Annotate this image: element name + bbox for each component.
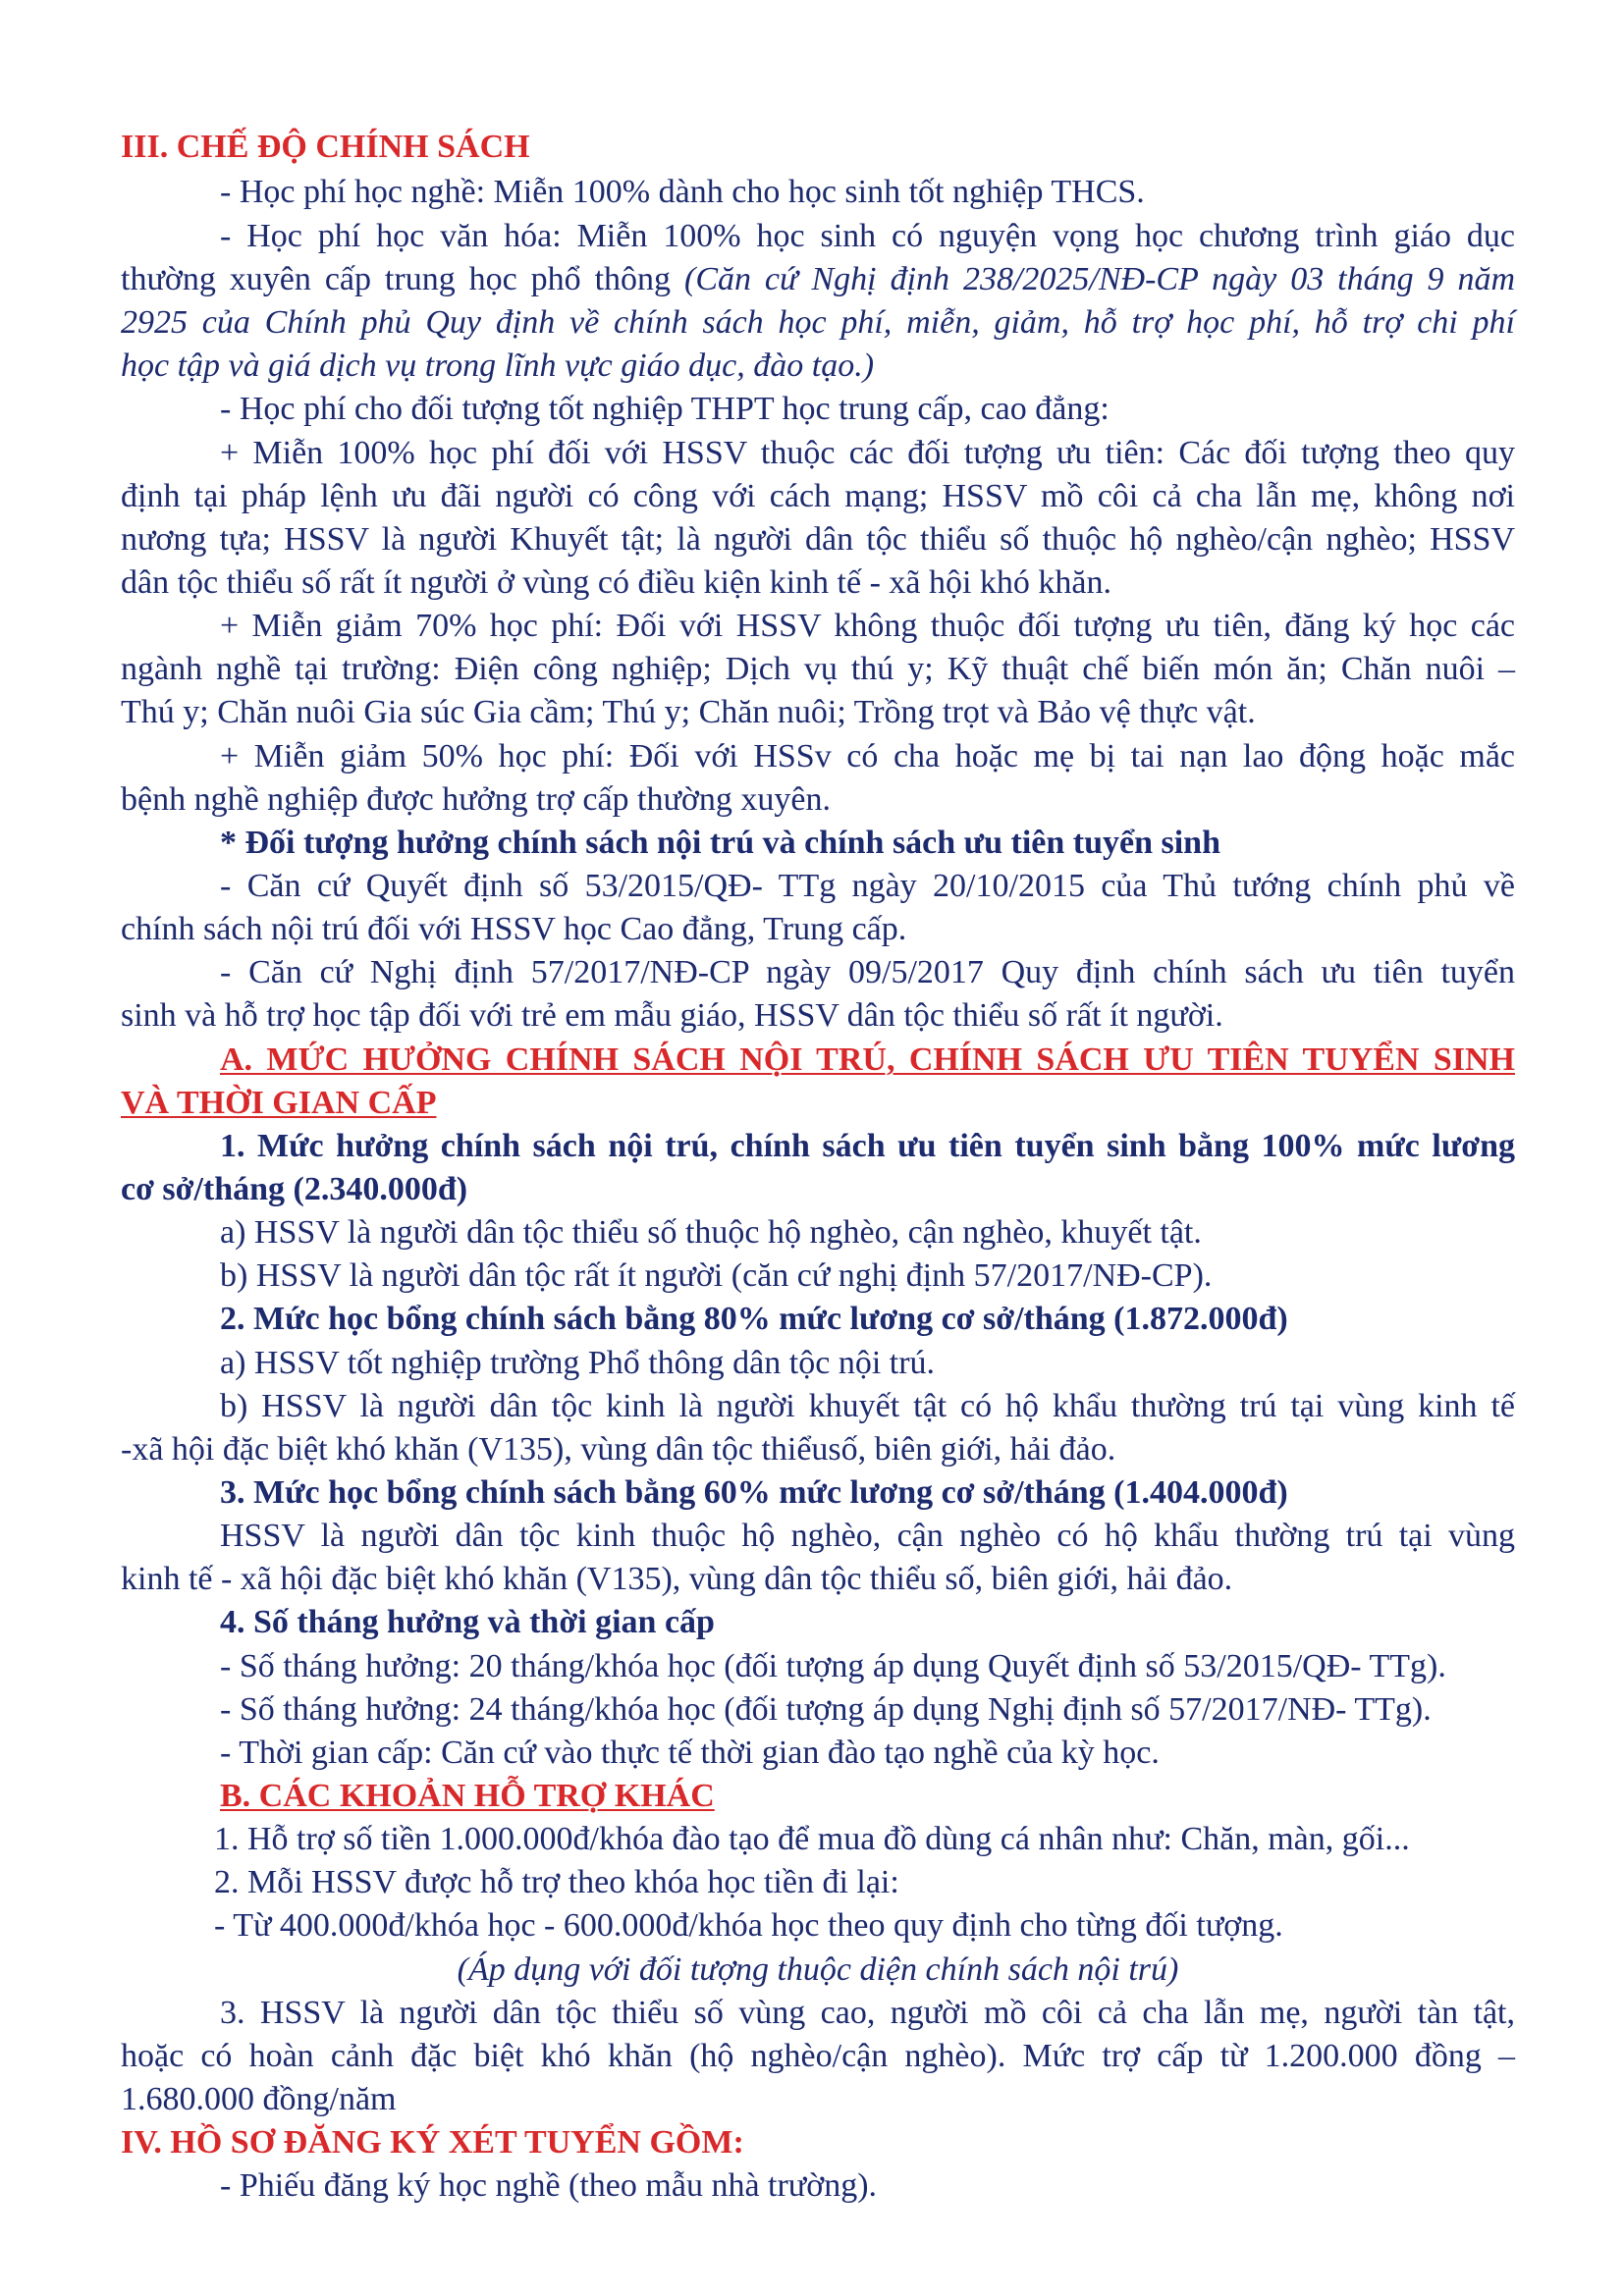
a3-line1: HSSV là người dân tộc kinh thuộc hộ nghèo, cận nghèo có hộ khẩu thường trú tại vùng <box>220 1518 1515 1554</box>
a2-item-b-line2: -xã hội đặc biệt khó khăn (V135), vùng dân tộc thiểusố, biên giới, hải đảo. <box>121 1431 1116 1468</box>
section-b-title: B. CÁC KHOẢN HỖ TRỢ KHÁC <box>220 1778 715 1814</box>
application-form: - Phiếu đăng ký học nghề (theo mẫu nhà trường). <box>220 2167 878 2204</box>
exempt-100-line4: dân tộc thiểu số rất ít người ở vùng có điều kiện kinh tế - xã hội khó khăn. <box>121 564 1112 601</box>
a1-item-b: b) HSSV là người dân tộc rất ít người (căn cứ nghị định 57/2017/NĐ-CP). <box>220 1257 1213 1294</box>
exempt-100-line1: + Miễn 100% học phí đối với HSSV thuộc các đối tượng ưu tiên: Các đối tượng theo quy <box>220 435 1515 471</box>
a4-line1: - Số tháng hưởng: 20 tháng/khóa học (đối tượng áp dụng Quyết định số 53/2015/QĐ- TTg). <box>220 1648 1446 1684</box>
reduce-70-line2: ngành nghề tại trường: Điện công nghiệp; Dịch vụ thú y; Kỹ thuật chế biến món ăn; Chăn nuôi – <box>121 651 1515 687</box>
a4-line2: - Số tháng hưởng: 24 tháng/khóa học (đối tượng áp dụng Nghị định số 57/2017/NĐ- TTg). <box>220 1691 1432 1728</box>
decision-53-line1: - Căn cứ Quyết định số 53/2015/QĐ- TTg ngày 20/10/2015 của Thủ tướng chính phủ về <box>220 868 1515 904</box>
reduce-70-line3: Thú y; Chăn nuôi Gia súc Gia cầm; Thú y; Chăn nuôi; Trồng trọt và Bảo vệ thực vật. <box>121 694 1256 730</box>
tuition-culture-line3: 2925 của Chính phủ Quy định về chính sách học phí, miễn, giảm, hỗ trợ học phí, hỗ trợ chi phí <box>121 304 1515 341</box>
b3-line3: 1.680.000 đồng/năm <box>121 2081 397 2117</box>
b3-line2: hoặc có hoàn cảnh đặc biệt khó khăn (hộ nghèo/cận nghèo). Mức trợ cấp từ 1.200.000 đồng – <box>121 2038 1515 2074</box>
decree-57-line1: - Căn cứ Nghị định 57/2017/NĐ-CP ngày 09/5/2017 Quy định chính sách ưu tiên tuyển <box>220 954 1515 990</box>
section-iii-title: III. CHẾ ĐỘ CHÍNH SÁCH <box>121 129 530 165</box>
section-iv-title: IV. HỒ SƠ ĐĂNG KÝ XÉT TUYỂN GỒM: <box>121 2124 744 2161</box>
tuition-culture-line1: - Học phí học văn hóa: Miễn 100% học sinh có nguyện vọng học chương trình giáo dục <box>220 218 1515 254</box>
a2-title: 2. Mức học bổng chính sách bằng 80% mức lương cơ sở/tháng (1.872.000đ) <box>220 1301 1288 1337</box>
section-a-title-line1: A. MỨC HƯỞNG CHÍNH SÁCH NỘI TRÚ, CHÍNH SÁCH ƯU TIÊN TUYỂN SINH <box>220 1041 1515 1078</box>
section-a-title-line2: VÀ THỜI GIAN CẤP <box>121 1085 437 1121</box>
a1-title-line1: 1. Mức hưởng chính sách nội trú, chính sách ưu tiên tuyển sinh bằng 100% mức lương <box>220 1128 1515 1164</box>
b1: 1. Hỗ trợ số tiền 1.000.000đ/khóa đào tạo để mua đồ dùng cá nhân như: Chăn, màn, gối... <box>214 1821 1410 1857</box>
b3-line1: 3. HSSV là người dân tộc thiểu số vùng cao, người mồ côi cả cha lẫn mẹ, người tàn tật, <box>220 1995 1515 2031</box>
a3-line2: kinh tế - xã hội đặc biệt khó khăn (V135), vùng dân tộc thiểu số, biên giới, hải đảo. <box>121 1561 1233 1597</box>
decree-57-line2: sinh và hỗ trợ học tập đối với trẻ em mẫu giáo, HSSV dân tộc thiểu số rất ít người. <box>121 997 1223 1034</box>
b2-note: (Áp dụng với đối tượng thuộc diện chính sách nội trú) <box>457 1951 1179 1988</box>
reduce-50-line2: bệnh nghề nghiệp được hưởng trợ cấp thường xuyên. <box>121 781 831 818</box>
b2-detail: - Từ 400.000đ/khóa học - 600.000đ/khóa học theo quy định cho từng đối tượng. <box>214 1907 1283 1944</box>
tuition-culture-line2: thường xuyên cấp trung học phổ thông (Căn cứ Nghị định 238/2025/NĐ-CP ngày 03 tháng 9 năm <box>121 261 1516 297</box>
reduce-50-line1: + Miễn giảm 50% học phí: Đối với HSSv có cha hoặc mẹ bị tai nạn lao động hoặc mắc <box>220 738 1515 774</box>
tuition-high-school-grad: - Học phí cho đối tượng tốt nghiệp THPT học trung cấp, cao đẳng: <box>220 391 1110 427</box>
reduce-70-line1: + Miễn giảm 70% học phí: Đối với HSSV không thuộc đối tượng ưu tiên, đăng ký học các <box>220 608 1515 644</box>
a1-item-a: a) HSSV là người dân tộc thiểu số thuộc hộ nghèo, cận nghèo, khuyết tật. <box>220 1214 1202 1251</box>
a2-item-b-line1: b) HSSV là người dân tộc kinh là người khuyết tật có hộ khẩu thường trú tại vùng kinh tế <box>220 1388 1515 1424</box>
exempt-100-line2: định tại pháp lệnh ưu đãi người có công với cách mạng; HSSV mồ côi cả cha lẫn mẹ, không nơi <box>121 478 1515 514</box>
tuition-vocational: - Học phí học nghề: Miễn 100% dành cho học sinh tốt nghiệp THCS. <box>220 174 1145 210</box>
decision-53-line2: chính sách nội trú đối với HSSV học Cao đẳng, Trung cấp. <box>121 911 907 947</box>
a1-title-line2: cơ sở/tháng (2.340.000đ) <box>121 1171 468 1207</box>
b2: 2. Mỗi HSSV được hỗ trợ theo khóa học tiền đi lại: <box>214 1864 899 1900</box>
a2-item-a: a) HSSV tốt nghiệp trường Phổ thông dân tộc nội trú. <box>220 1345 936 1381</box>
policy-subjects-title: * Đối tượng hưởng chính sách nội trú và chính sách ưu tiên tuyển sinh <box>220 825 1220 861</box>
a4-line3: - Thời gian cấp: Căn cứ vào thực tế thời gian đào tạo nghề của kỳ học. <box>220 1735 1160 1771</box>
exempt-100-line3: nương tựa; HSSV là người Khuyết tật; là người dân tộc thiểu số thuộc hộ nghèo/cận nghèo; HSSV <box>121 521 1515 558</box>
a3-title: 3. Mức học bổng chính sách bằng 60% mức lương cơ sở/tháng (1.404.000đ) <box>220 1474 1288 1511</box>
tuition-culture-line4: học tập và giá dịch vụ trong lĩnh vực giáo dục, đào tạo.) <box>121 347 875 384</box>
a4-title: 4. Số tháng hưởng và thời gian cấp <box>220 1604 715 1640</box>
